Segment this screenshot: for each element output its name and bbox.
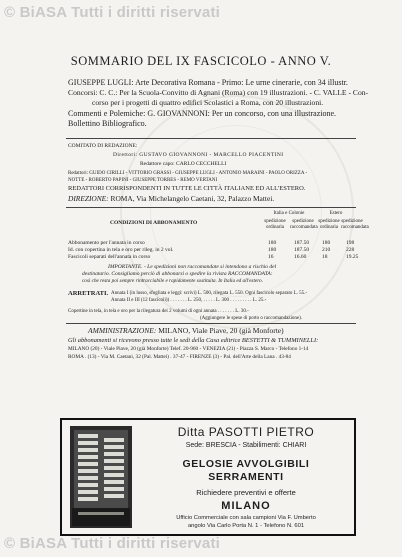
col-italia: Italia e Colonie [273,211,305,216]
divider [66,207,356,208]
sub-ordinaria-es: spedizione ordinaria [318,219,340,230]
abbonamento-heading: CONDIZIONI DI ABBONAMENTO [110,220,198,226]
watermark-top: © BiASA Tutti i diritti riservati [4,4,221,21]
table-cell: 210 [322,247,331,253]
table-row-label: Fascicoli separati dell'annata in corso [68,254,151,260]
page-title: SOMMARIO DEL IX FASCICOLO - ANNO V. [70,54,332,68]
table-cell: 16.60 [294,254,307,260]
table-cell: 187.50 [294,240,310,246]
table-cell: 228 [346,247,355,253]
summary-line-3: corso per i progetti di quattro edifici Scolastici a Roma, con 20 illustrazioni. [92,98,324,107]
table-row-label: Id. con copertina in tela e oro per rileg. in 2 vol. [68,247,174,253]
summary-line-4: Commenti e Polemiche: G. GIOVANNONI: Per un concorso, con una illustrazione. [68,109,337,118]
importante-3: così che resta poi sempre rintracciabile e rapidamente sostituita. In Italia ed all'estero. [82,278,263,284]
direttori: Direttori: GUSTAVO GIOVANNONI - MARCELLO PIACENTINI [113,152,284,158]
table-cell: 19.25 [346,254,359,260]
sub-raccomandata-it: spedizione raccomandata [290,219,318,230]
table-cell: 198 [346,240,355,246]
amministrazione-label: AMMINISTRAZIONE: [88,326,157,335]
ad-product-2: SERRAMENTI [208,471,284,483]
redazione-heading: COMITATO DI REDAZIONE: [68,143,138,149]
table-cell: 18 [322,254,328,260]
summary-line-2: Concorsi: C. C.: Per la Scuola-Convitto di Agnani (Roma) con 19 illustrazioni. - C. VALLE - Con- [68,88,369,97]
copertine-2: (Aggiungere le spese di porto o raccomandazione). [200,316,303,321]
copertine-1: Copertine in tela, in tela e oro per la rilegatura dei 2 volumi di ogni annata . . . . . . . L. 30.- [68,309,249,314]
sedi-2: ROMA . (13) - Via M. Caetani, 32 (Pal. Mattei) . 37-47 - FIRENZE (3) - Pal. dell'Arte della Lana . 43-84 [68,354,291,360]
ad-sede: Sede: BRESCIA - Stabilimenti: CHIARI [185,442,307,449]
direzione-label: DIREZIONE: [68,194,109,203]
sub-ordinaria-it: spedizione ordinaria [264,219,286,230]
shutter-window-illustration [68,424,134,530]
table-cell: 180 [268,240,277,246]
corrispondenti: REDATTORI CORRISPONDENTI IN TUTTE LE CITTÀ ITALIANE ED ALL'ESTERO. [68,185,306,192]
arretrati-1: Annata I (in lusso, sfogliata e leggi: scrivi) L. 500, rilegata L. 550. Ogni fascicolo separato L. 55.- [111,291,308,296]
ad-office-2: angolo Via Carlo Porta N. 1 - Telefono N. 601 [187,523,305,529]
ad-request: Richiedere preventivi e offerte [196,488,296,497]
table-cell: 16 [268,254,274,260]
direzione-address: ROMA, Via Michelangelo Caetani, 32, Palazzo Mattei. [110,194,275,203]
direzione [68,194,274,204]
redattori-2: NOTTE - ROBERTO PAPINI - GIUSEPPE TORRES - REMO VERTANI [68,178,218,183]
arretrati-2: Annata II e III (12 fascicoli)) . . . . . . . L. 250, . . . . . L. 300 . . . . . . . . . L. 25.- [111,298,267,303]
ad-city: MILANO [221,500,271,512]
ad-office-1: Ufficio Commerciale con sala campioni Via F. Umberto [176,515,316,521]
redattori-1: Redattori: GUIDO CIRILLI - VITTORIO GRASSI - GIUSEPPE LUGLI - ANTONIO MARAINI - PAOLO ORIZZA - [68,171,308,176]
importante-2: destinatario. Consigliamo perciò di abbonarsi o spedire la rivista RACCOMANDATA: [82,271,273,277]
table-row-label: Abbonamento per l'annata in corso [68,240,145,246]
arretrati-label: ARRETRATI. [68,290,109,297]
amministrazione-address: MILANO, Viale Piave, 20 (già Monforte) [158,326,284,335]
summary-line-1: GIUSEPPE LUGLI: Arte Decorativa Romana - Primo: Le urne cinerarie, con 34 illustr. [68,78,348,87]
table-cell: 180 [268,247,277,253]
summary-line-5: Bollettino Bibliografico. [68,119,147,128]
ad-product-1: GELOSIE AVVOLGIBILI [182,458,310,470]
divider [66,138,356,139]
amministrazione [88,326,284,336]
ad-company: Ditta PASOTTI PIETRO [177,425,315,439]
table-cell: 187.50 [294,247,310,253]
watermark-bottom: © BiASA Tutti i diritti riservati [4,535,221,552]
divider [66,323,356,324]
importante-1: IMPORTANTE. - Le spedizioni non raccomandate si intendono a rischio del [108,264,277,270]
sub-raccomandata-es: spedizione raccomandata [341,219,369,230]
table-cell: 180 [322,240,331,246]
col-estero: Estero [329,211,343,216]
amministrazione-note: Gli abbonamenti si ricevono presso tutte le sedi della Casa editrice BESTETTI & TUMMINELLI: [68,337,319,344]
sedi-1: MILANO (20) - Viale Piave, 20 (già Monforte) Telef. 20-960 - VENEZIA (21) - Piazza S. Marco - Telefono 1-14 [68,346,309,352]
redattore-capo: Redattore capo: CARLO CECCHELLI [140,161,227,167]
